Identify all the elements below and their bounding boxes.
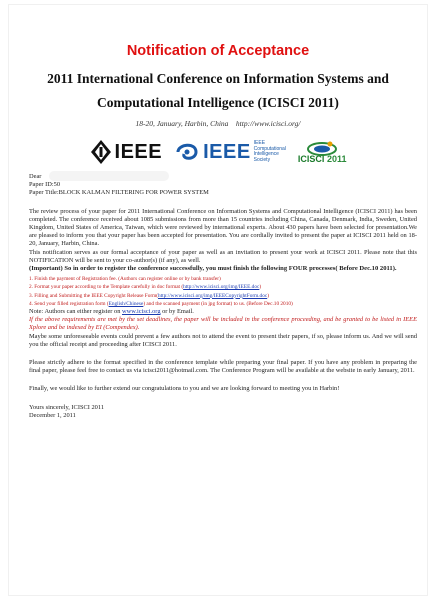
acceptance-letter-page bbox=[8, 4, 428, 596]
website-link[interactable]: www.icisci.org bbox=[122, 308, 161, 316]
paper-id: Paper ID:50 bbox=[29, 181, 61, 189]
note-end: or by Email. bbox=[160, 308, 194, 316]
icisci-logo bbox=[298, 140, 347, 164]
conference-title-line1: 2011 International Conference on Information Systems and bbox=[47, 71, 389, 86]
note-text: Note: Authors can either register on bbox=[29, 308, 122, 316]
cis-caption-line2: Computational bbox=[253, 145, 286, 152]
closing-paragraph: Finally, we would like to further extend our congratulations to you and we are looking forward to meeting you in Harbin! bbox=[29, 385, 340, 393]
copyright-form-link[interactable]: http://www.icisci.org/img/IEEECopyrightForm.doc bbox=[158, 292, 268, 299]
sponsor-logos bbox=[9, 136, 427, 168]
conference-title-line2: Computational Intelligence (ICISCI 2011) bbox=[97, 95, 339, 110]
ieee-kite-icon bbox=[90, 139, 112, 165]
cis-caption bbox=[254, 141, 286, 163]
cis-swirl-icon bbox=[174, 138, 200, 166]
registration-form-link[interactable]: English/Chinese bbox=[108, 300, 144, 307]
important-notice: (Important) So in order to register the conference successfully, you must finish the following FOUR processes( Before Dec.10 2011). bbox=[29, 265, 397, 273]
paper-title: Paper Title:BLOCK KALMAN FILTERING FOR POWER SYSTEM bbox=[29, 189, 209, 197]
step-4-rest: ) and the scanned payment (in jpg format) to us. (Before Dec.10 2010) bbox=[143, 300, 293, 307]
step-3-close: ) bbox=[267, 292, 269, 299]
dates-location-line bbox=[9, 119, 427, 128]
attendance-paragraph: Maybe some unforeseeable events could prevent a few authors not to attend the event to present their papers, if so, please inform us. And we will send you the official receipt and proceeding after ICISCI 2011. bbox=[29, 332, 417, 348]
letter-date: December 1, 2011 bbox=[29, 411, 76, 419]
step-4 bbox=[29, 300, 417, 308]
proceedings-note: If the above requirements are met by the set deadlines, the paper will be included in the conference proceeding, and be granted to be listed in IEEE Xplore and be indexed by EI (Compendex). bbox=[29, 316, 417, 332]
salutation bbox=[29, 173, 417, 181]
icisci-year: 2011 bbox=[326, 154, 347, 164]
review-paragraph: The review process of your paper for 2011 International Conference on Information Systems and Computational Intelligence (ICISCI 2011) has been completed. The conference received about 1085 submissions from more than 15 countries including China, Canada, Denmark, India, Sweden, United Kingdom, United States of America, Taiwan, which were reviewed by international experts. About 430 papers have been selected for presentation.We are pleased to inform you that your paper has been accepted for presentation. You are cordially invited to present the paper at ICISCI 2011 held on 18-20, January, Harbin, China. bbox=[29, 207, 417, 248]
conference-url: http://www.icisci.org/ bbox=[235, 119, 301, 128]
salutation-dear: Dear bbox=[29, 173, 42, 180]
conference-title bbox=[15, 67, 421, 115]
ieee-wordmark-blue: IEEE bbox=[203, 140, 251, 163]
format-paragraph: Please strictly adhere to the format specified in the conference template while preparing your final paper. If you have any problem in preparing the final paper, please feel free to contact us via icisci2011@hotmail.com. The Conference Program will be available at the website in early January, 2011. bbox=[29, 359, 417, 375]
step-2 bbox=[29, 283, 417, 291]
template-link[interactable]: http://www.icisci.org/img/IEEE.doc bbox=[183, 284, 260, 291]
letter-body bbox=[29, 173, 417, 420]
step-2-close: ) bbox=[259, 284, 262, 291]
redacted-name bbox=[49, 171, 169, 181]
registration-note bbox=[29, 308, 417, 316]
icisci-wordmark bbox=[298, 154, 347, 164]
step-2-text: 2. Format your paper according to the Template carefully in doc format ( bbox=[29, 284, 184, 291]
letter-header bbox=[9, 5, 427, 168]
acceptance-paragraph: This notification serves as our formal acceptance of your paper as well as an invitation to present your work at ICISCI 2011. Please note that this NOTIFICATION will be sent to your co-author(s) (if any), as well. bbox=[29, 248, 417, 264]
ieee-wordmark: IEEE bbox=[114, 140, 163, 163]
step-1: 1. Finish the payment of Registration fee. (Authors can register online or by bank transfer) bbox=[29, 276, 221, 283]
cis-caption-line3: Intelligence bbox=[253, 151, 279, 157]
cis-caption-line1: IEEE bbox=[253, 140, 266, 146]
notification-title: Notification of Acceptance bbox=[126, 43, 310, 59]
step-4-text: 4. Send your filled registration form ( bbox=[29, 300, 109, 307]
dates-location: 18-20, January, Harbin, China bbox=[135, 119, 229, 128]
step-3-text: 3. Filling and Submitting the IEEE Copyright Release Form( bbox=[29, 292, 159, 299]
icisci-name: ICISCI bbox=[297, 154, 325, 164]
ieee-logo bbox=[90, 139, 163, 165]
ieee-cis-logo bbox=[174, 138, 286, 166]
registration-steps bbox=[29, 275, 417, 308]
cis-caption-line4: Society bbox=[253, 156, 271, 163]
signature: Yours sincerely, ICISCI 2011 bbox=[29, 403, 105, 411]
step-3 bbox=[29, 292, 417, 300]
